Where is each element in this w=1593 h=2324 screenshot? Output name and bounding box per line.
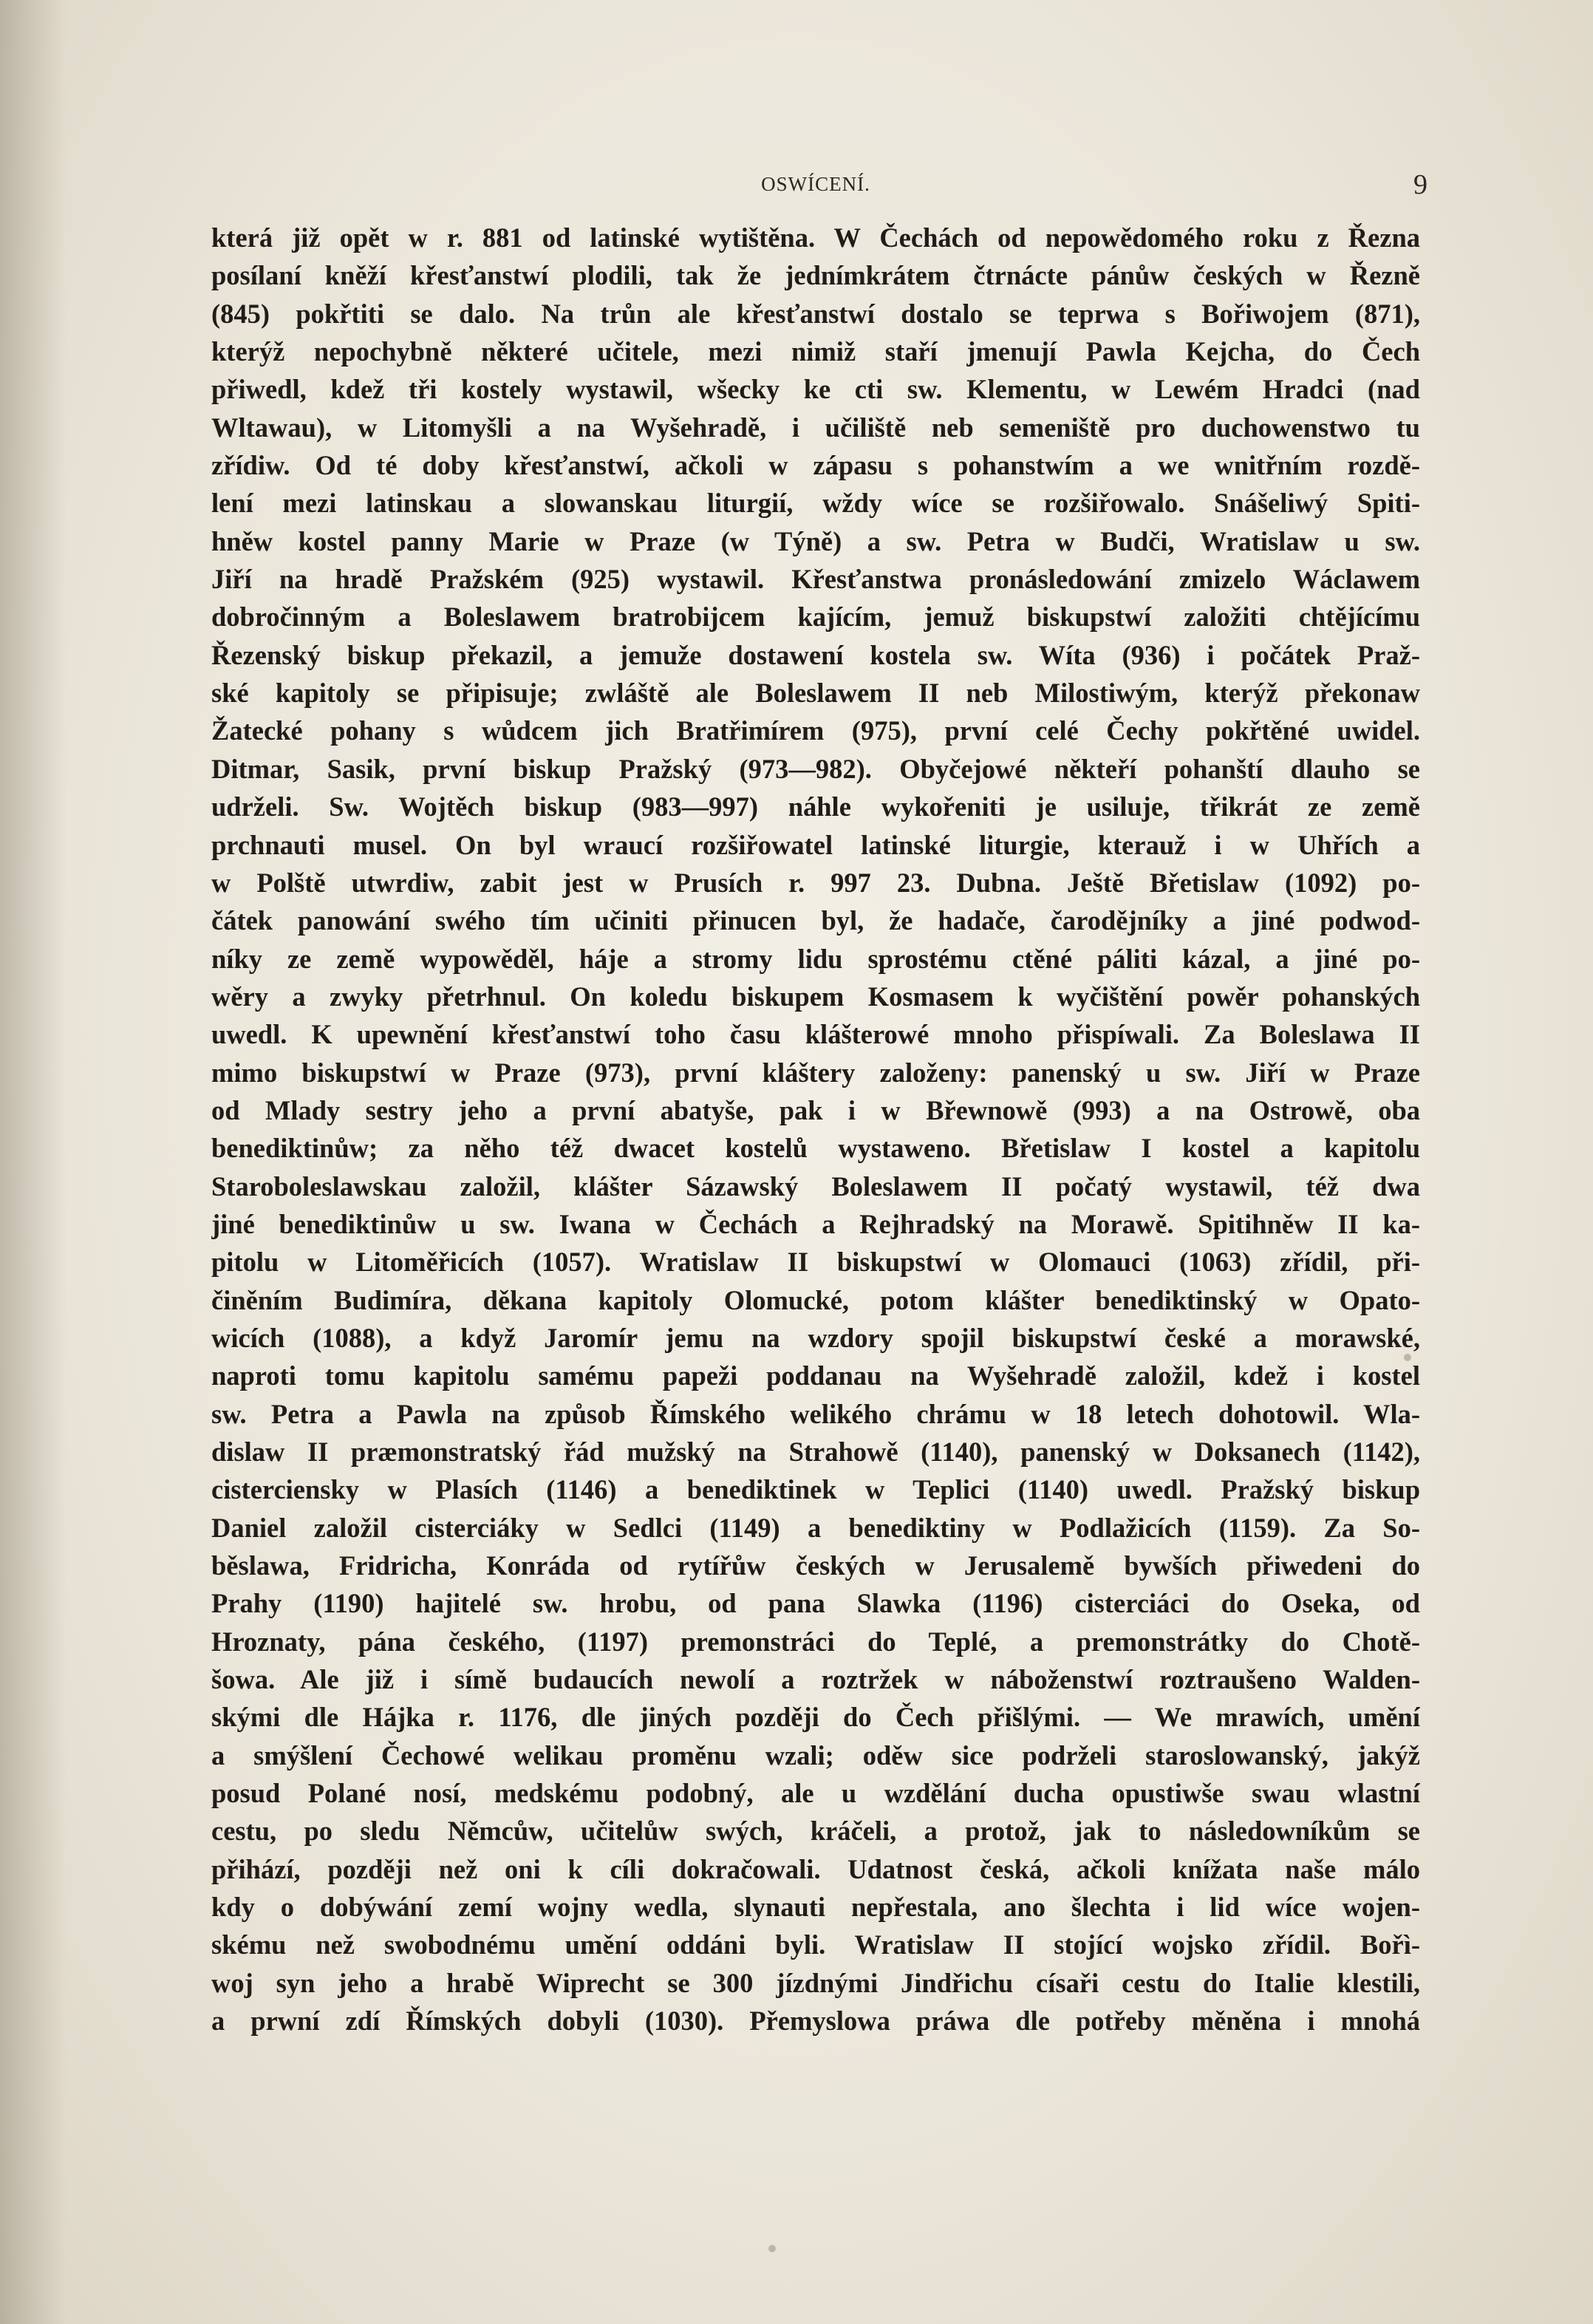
text-line: kterýž nepochybně některé učitele, mezi nimiž staří jmenují Pawla Kejcha, do Čech <box>211 336 1420 367</box>
text-line: Ditmar, Sasik, první biskup Pražský (973—982). Obyčejowé někteří pohanští dlauho se <box>211 753 1420 784</box>
text-line: níky ze země wypowěděl, háje a stromy lidu sprostému ctěné páliti kázal, a jiné po- <box>211 943 1420 974</box>
text-line: hněw kostel panny Marie w Praze (w Týně) a sw. Petra w Budči, Wratislaw u sw. <box>211 525 1420 556</box>
text-line: uwedl. K upewnění křesťanstwí toho času klášterowé mnoho přispíwali. Za Boleslawa II <box>211 1019 1420 1050</box>
text-line: prchnauti musel. On byl wraucí rozšiřowatel latinské liturgie, kterauž i w Uhřích a <box>211 829 1420 860</box>
text-line: skými dle Hájka r. 1176, dle jiných později do Čech přišlými. — We mrawích, umění <box>211 1702 1420 1733</box>
text-line: dislaw II præmonstratský řád mužský na Strahowě (1140), panenský w Doksanech (1142), <box>211 1437 1420 1467</box>
text-line: cestu, po sledu Němcůw, učitelůw swých, kráčeli, a protož, jak to následowníkům se <box>211 1816 1420 1847</box>
text-line: a prwní zdí Římských dobyli (1030). Přemyslowa práwa dle potřeby měněna i mnohá <box>211 2006 1420 2037</box>
running-head: OSWÍCENÍ. <box>761 173 870 195</box>
text-line: posílaní kněží křesťanstwí plodili, tak že jednímkrátem čtrnácte pánůw českých w Řezně <box>211 260 1420 291</box>
text-line: zřídiw. Od té doby křesťanstwí, ačkoli w zápasu s pohanstwím a we wnitřním rozdě- <box>211 450 1420 481</box>
body-text <box>211 219 1420 2040</box>
text-line: cisterciensky w Plasích (1146) a benediktinek w Teplici (1140) uwedl. Pražský biskup <box>211 1474 1420 1505</box>
text-line: a smýšlení Čechowé welikau proměnu wzali; oděw sice podrželi staroslowanský, jakýž <box>211 1739 1420 1771</box>
text-line: jiné benediktinůw u sw. Iwana w Čechách a Rejhradský na Morawě. Spitihněw II ka- <box>211 1208 1420 1239</box>
text-line: mimo biskupstwí w Praze (973), první kláštery založeny: panenský u sw. Jiří w Praze <box>211 1057 1420 1088</box>
page-header <box>211 169 1427 210</box>
text-line: přihází, později než oni k cíli dokračowali. Udatnost česká, ačkoli knížata naše málo <box>211 1853 1420 1884</box>
text-line: Prahy (1190) hajitelé sw. hrobu, od pana Slawka (1196) cisterciáci do Oseka, od <box>211 1588 1420 1619</box>
text-line: w Polště utwrdiw, zabit jest w Prusích r. 997 23. Dubna. Ještě Břetislaw (1092) po- <box>211 867 1420 898</box>
text-line: wěry a zwyky přetrhnul. On koledu biskupem Kosmasem k wyčištění powěr pohanských <box>211 981 1420 1012</box>
text-line: (845) pokřtiti se dalo. Na trůn ale křesťanstwí dostalo se teprwa s Bořiwojem (871), <box>211 298 1420 329</box>
page-number: 9 <box>1413 169 1427 200</box>
text-line: udrželi. Sw. Wojtěch biskup (983—997) náhle wykořeniti je usiluje, třikrát ze země <box>211 791 1420 822</box>
spine-shadow <box>0 0 66 2324</box>
text-line: skému než swobodnému umění oddáni byli. Wratislaw II stojící wojsko zřídil. Bořì- <box>211 1929 1420 1960</box>
text-line: ské kapitoly se připisuje; zwláště ale Boleslawem II neb Milostiwým, kterýž překonaw <box>211 678 1420 709</box>
text-line: Řezenský biskup překazil, a jemuže dostawení kostela sw. Wíta (936) i počátek Praž- <box>211 639 1420 670</box>
text-line: Daniel založil cisterciáky w Sedlci (1149) a benediktiny w Podlažicích (1159). Za So- <box>211 1512 1420 1543</box>
text-line: dobročinným a Boleslawem bratrobijcem kajícím, jemuž biskupstwí založiti chtějícímu <box>211 602 1420 633</box>
text-line: kdy o dobýwání zemí wojny wedla, slynauti nepřestala, ano šlechta i lid wíce wojen- <box>211 1892 1420 1923</box>
text-line: lení mezi latinskau a slowanskau liturgií, wždy wíce se rozšiřowalo. Snášeliwý Spiti- <box>211 488 1420 519</box>
text-line: Žatecké pohany s wůdcem jich Bratřimírem (975), první celé Čechy pokřtěné uwidel. <box>211 715 1420 746</box>
text-line: Hroznaty, pána českého, (1197) premonstráci do Teplé, a premonstrátky do Chotě- <box>211 1626 1420 1657</box>
text-line: naproti tomu kapitolu samému papeži poddanau na Wyšehradě založil, kdež i kostel <box>211 1360 1420 1391</box>
text-line: Wltawau), w Litomyšli a na Wyšehradě, i učiliště neb semeniště pro duchowenstwo tu <box>211 412 1420 443</box>
text-line: čátek panowání swého tím učiniti přinucen byl, že hadače, čarodějníky a jiné podwod- <box>211 905 1420 936</box>
text-line: činěním Budimíra, děkana kapitoly Olomucké, potom klášter benediktinský w Opato- <box>211 1284 1420 1315</box>
text-line: woj syn jeho a hrabě Wiprecht se 300 jízdnými Jindřichu císaři cestu do Italie klestili, <box>211 1967 1420 1998</box>
text-line: Jiří na hradě Pražském (925) wystawil. Křesťanstwa pronásledowání zmizelo Wáclawem <box>211 564 1420 595</box>
text-line: posud Polané nosí, medskému podobný, ale u wzdělání ducha opustiwše swau wlastní <box>211 1778 1420 1809</box>
text-line: od Mlady sestry jeho a první abatyše, pak i w Břewnowě (993) a na Ostrowě, oba <box>211 1094 1420 1125</box>
text-line: benediktinůw; za něho též dwacet kostelů wystaweno. Břetislaw I kostel a kapitolu <box>211 1133 1420 1164</box>
text-line: sw. Petra a Pawla na způsob Římského welikého chrámu w 18 letech dohotowil. Wla- <box>211 1398 1420 1429</box>
text-line: běslawa, Fridricha, Konráda od rytířůw českých w Jerusalemě bywších přiwedeni do <box>211 1550 1420 1581</box>
text-line: Staroboleslawskau založil, klášter Sázawský Boleslawem II počatý wystawil, též dwa <box>211 1170 1420 1202</box>
text-line: pitolu w Litoměřicích (1057). Wratislaw II biskupstwí w Olomauci (1063) zřídil, při- <box>211 1247 1420 1278</box>
margin-speck <box>768 2245 776 2252</box>
text-line: přiwedl, kdež tři kostely wystawil, wšecky ke cti sw. Klementu, w Lewém Hradci (nad <box>211 374 1420 405</box>
text-line: která již opět w r. 881 od latinské wytištěna. W Čechách od nepowědomého roku z Řezna <box>211 222 1420 253</box>
text-line: šowa. Ale již i símě budaucích newolí a roztržek w náboženstwí roztraušeno Walden- <box>211 1664 1420 1695</box>
text-line: wicích (1088), a když Jaromír jemu na wzdory spojil biskupstwí české a morawské, <box>211 1322 1420 1353</box>
